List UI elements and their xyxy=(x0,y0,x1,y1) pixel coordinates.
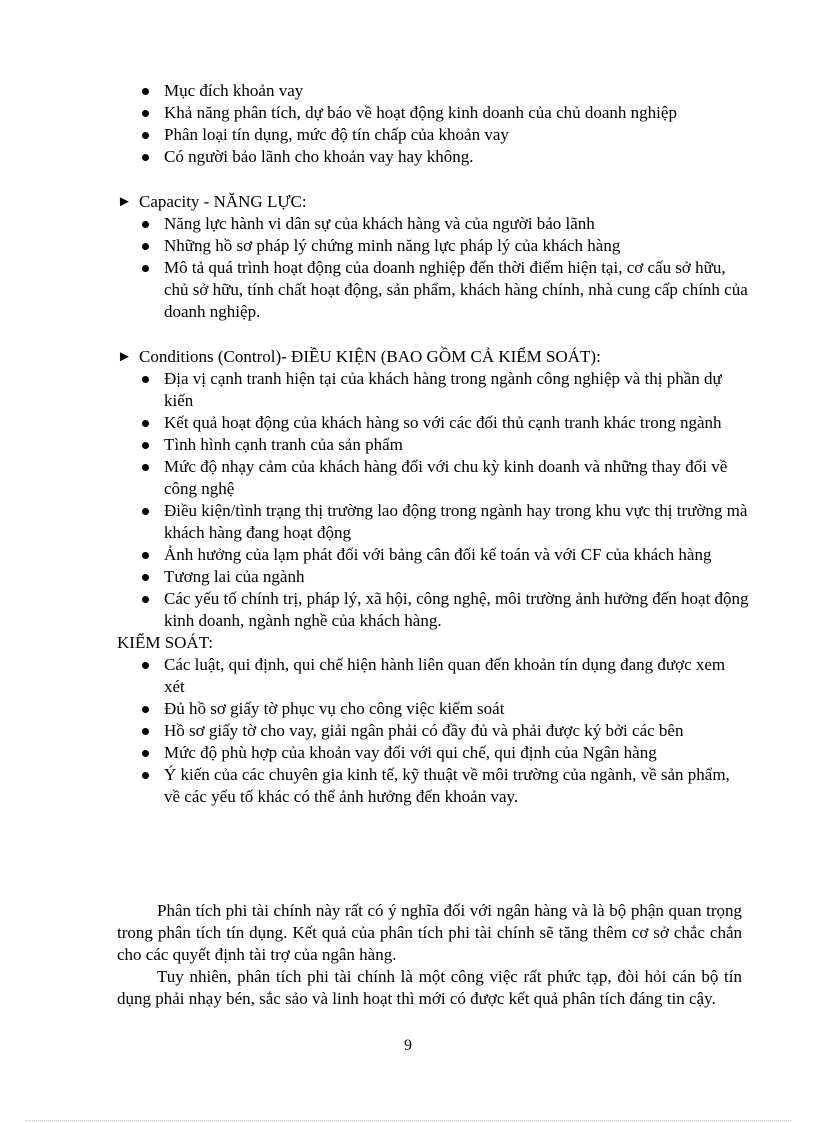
bullet-icon xyxy=(142,728,149,735)
list-item: Mục đích khoản vay xyxy=(164,80,749,102)
bullet-icon xyxy=(142,574,149,581)
conditions-section xyxy=(0,346,749,808)
bullet-icon xyxy=(142,88,149,95)
bullet-icon xyxy=(142,110,149,117)
bullet-icon xyxy=(142,420,149,427)
list-item: Mô tả quá trình hoạt động của doanh nghiệp đến thời điểm hiện tại, cơ cấu sở hữu, chủ sở hữu, tính chất hoạt động, sản phẩm, khách hàng chính, nhà cung cấp chính của doanh nghiệp. xyxy=(164,257,749,323)
purpose-list xyxy=(0,80,749,168)
list-item: Điều kiện/tình trạng thị trường lao động trong ngành hay trong khu vực thị trường mà khách hàng đang hoạt động xyxy=(164,500,749,544)
list-item: Tình hình cạnh tranh của sản phẩm xyxy=(164,434,749,456)
bullet-icon xyxy=(142,265,149,272)
list-item: Hồ sơ giấy tờ cho vay, giải ngân phải có đầy đủ và phải được ký bởi các bên xyxy=(164,720,749,742)
list-item: Những hồ sơ pháp lý chứng minh năng lực pháp lý của khách hàng xyxy=(164,235,749,257)
bullet-icon xyxy=(142,243,149,250)
list-item: Năng lực hành vi dân sự của khách hàng và của người bảo lãnh xyxy=(164,213,749,235)
bullet-icon xyxy=(142,376,149,383)
arrow-icon: ► xyxy=(117,194,132,210)
conditions-heading: ► Conditions (Control)- ĐIỀU KIỆN (BAO GỒM CẢ KIỂM SOÁT): xyxy=(117,347,601,366)
bullet-icon xyxy=(142,508,149,515)
list-item: Khả năng phân tích, dự báo về hoạt động kinh doanh của chủ doanh nghiệp xyxy=(164,102,749,124)
list-item: Đủ hồ sơ giấy tờ phục vụ cho công việc kiểm soát xyxy=(164,698,749,720)
bullet-icon xyxy=(142,750,149,757)
capacity-list xyxy=(0,213,749,323)
paragraph: Phân tích phi tài chính này rất có ý nghĩa đối với ngân hàng và là bộ phận quan trọng trong phân tích tín dụng. Kết quả của phân tích phi tài chính sẽ tăng thêm cơ sở chắc chắn cho các quyết định tài trợ của ngân hàng. xyxy=(117,901,742,964)
paragraph: Tuy nhiên, phân tích phi tài chính là một công việc rất phức tạp, đòi hỏi cán bộ tín dụng phải nhạy bén, sắc sảo và linh hoạt thì mới có được kết quả phân tích đáng tin cậy. xyxy=(117,967,742,1008)
page-number: 9 xyxy=(404,1037,412,1054)
list-item: Địa vị cạnh tranh hiện tại của khách hàng trong ngành công nghiệp và thị phần dự kiến xyxy=(164,368,749,412)
bullet-icon xyxy=(142,706,149,713)
list-item: Mức độ nhạy cảm của khách hàng đối với chu kỳ kinh doanh và những thay đổi về công nghệ xyxy=(164,456,749,500)
conditions-list xyxy=(0,368,749,632)
capacity-heading: ► Capacity - NĂNG LỰC: xyxy=(117,192,307,211)
list-item: Các yếu tố chính trị, pháp lý, xã hội, công nghệ, môi trường ảnh hưởng đến hoạt động kinh doanh, ngành nghề của khách hàng. xyxy=(164,588,749,632)
list-item: Ảnh hưởng của lạm phát đối với bảng cân đối kế toán và với CF của khách hàng xyxy=(164,544,749,566)
list-item: Kết quả hoạt động của khách hàng so với các đối thủ cạnh tranh khác trong ngành xyxy=(164,412,749,434)
list-item: Tương lai của ngành xyxy=(164,566,749,588)
list-item: Các luật, qui định, qui chế hiện hành liên quan đến khoản tín dụng đang được xem xét xyxy=(164,654,749,698)
page-bottom-divider xyxy=(25,1120,791,1121)
bullet-icon xyxy=(142,221,149,228)
bullet-icon xyxy=(142,442,149,449)
bullet-icon xyxy=(142,552,149,559)
bullet-icon xyxy=(142,154,149,161)
list-item: Mức độ phù hợp của khoản vay đối với qui chế, qui định của Ngân hàng xyxy=(164,742,749,764)
bullet-icon xyxy=(142,464,149,471)
bullet-icon xyxy=(142,596,149,603)
list-item: Phân loại tín dụng, mức độ tín chấp của khoản vay xyxy=(164,124,749,146)
arrow-icon: ► xyxy=(117,349,132,365)
bullet-icon xyxy=(142,132,149,139)
bullet-icon xyxy=(142,662,149,669)
control-list xyxy=(0,654,749,808)
control-heading: KIỂM SOÁT: xyxy=(117,633,213,652)
body-text xyxy=(0,900,742,1010)
list-item: Có người bảo lãnh cho khoản vay hay không. xyxy=(164,146,749,168)
bullet-icon xyxy=(142,772,149,779)
block1 xyxy=(0,80,749,168)
list-item: Ý kiến của các chuyên gia kinh tế, kỹ thuật về môi trường của ngành, về sản phẩm, về các yếu tố khác có thể ảnh hưởng đến khoản vay. xyxy=(164,764,749,808)
capacity-section xyxy=(0,191,749,323)
